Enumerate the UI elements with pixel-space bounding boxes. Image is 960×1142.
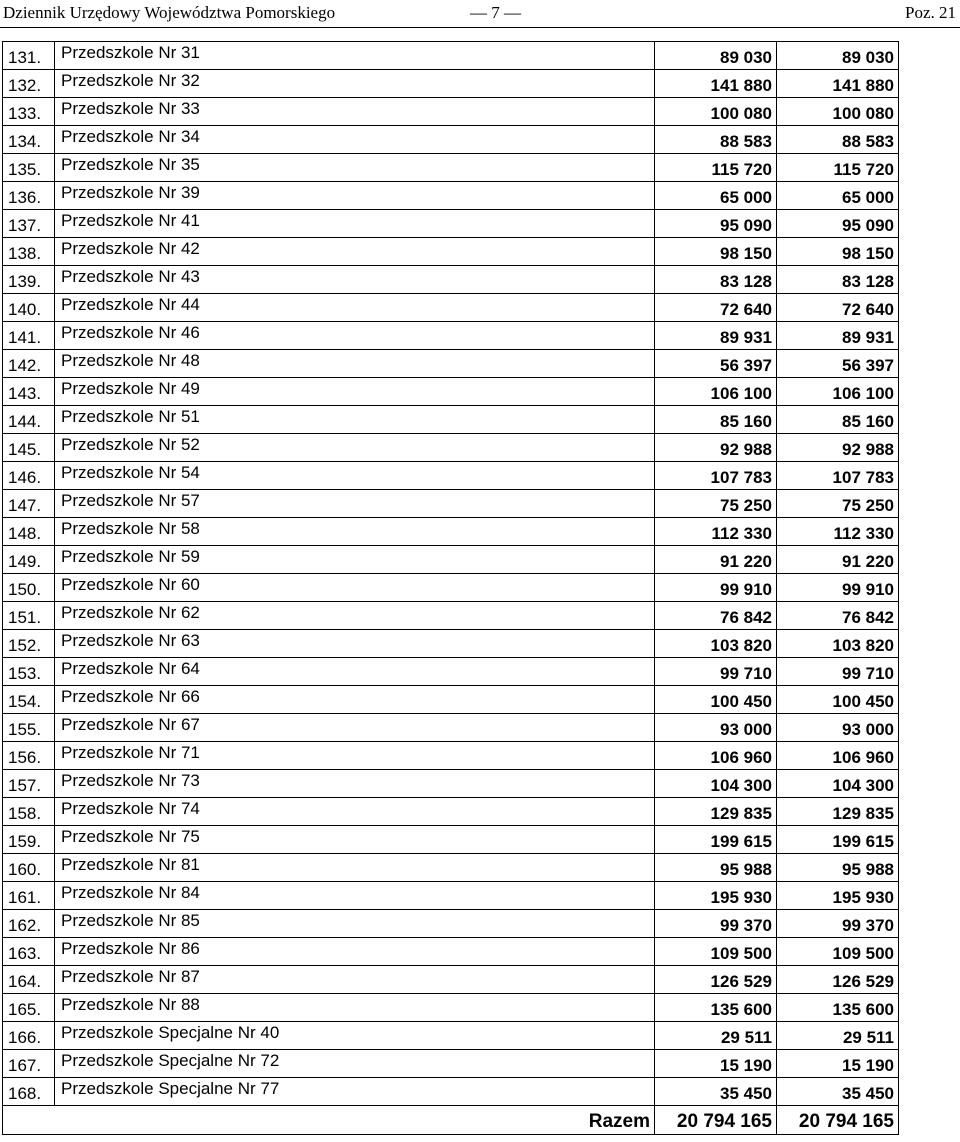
row-number: 140. (3, 294, 55, 322)
unit-name: Przedszkole Nr 41 (55, 210, 655, 238)
table-row (3, 182, 899, 210)
table-row (3, 686, 899, 714)
unit-name: Przedszkole Specjalne Nr 72 (55, 1050, 655, 1078)
row-number: 133. (3, 98, 55, 126)
table-row (3, 42, 899, 70)
table-row (3, 966, 899, 994)
unit-name: Przedszkole Specjalne Nr 77 (55, 1078, 655, 1106)
table-row (3, 602, 899, 630)
amount-plan: 92 988 (655, 434, 777, 462)
amount-after-change: 95 988 (777, 854, 899, 882)
amount-after-change: 92 988 (777, 434, 899, 462)
amount-plan: 98 150 (655, 238, 777, 266)
amount-plan: 112 330 (655, 518, 777, 546)
budget-table (2, 41, 899, 1135)
amount-after-change: 100 450 (777, 686, 899, 714)
amount-plan: 88 583 (655, 126, 777, 154)
amount-after-change: 103 820 (777, 630, 899, 658)
amount-plan: 95 090 (655, 210, 777, 238)
amount-plan: 100 450 (655, 686, 777, 714)
row-number: 158. (3, 798, 55, 826)
amount-plan: 141 880 (655, 70, 777, 98)
row-number: 153. (3, 658, 55, 686)
unit-name: Przedszkole Nr 59 (55, 546, 655, 574)
amount-after-change: 83 128 (777, 266, 899, 294)
amount-plan: 100 080 (655, 98, 777, 126)
amount-after-change: 99 370 (777, 910, 899, 938)
row-number: 154. (3, 686, 55, 714)
amount-after-change: 141 880 (777, 70, 899, 98)
row-number: 132. (3, 70, 55, 98)
row-number: 155. (3, 714, 55, 742)
row-number: 160. (3, 854, 55, 882)
amount-plan: 106 960 (655, 742, 777, 770)
table-row (3, 70, 899, 98)
unit-name: Przedszkole Specjalne Nr 40 (55, 1022, 655, 1050)
unit-name: Przedszkole Nr 62 (55, 602, 655, 630)
amount-plan: 104 300 (655, 770, 777, 798)
row-number: 147. (3, 490, 55, 518)
table-row (3, 658, 899, 686)
amount-plan: 129 835 (655, 798, 777, 826)
table-row (3, 798, 899, 826)
position-number: Poz. 21 (905, 3, 956, 22)
page-header (0, 0, 960, 28)
amount-plan: 75 250 (655, 490, 777, 518)
row-number: 163. (3, 938, 55, 966)
amount-after-change: 199 615 (777, 826, 899, 854)
amount-after-change: 65 000 (777, 182, 899, 210)
unit-name: Przedszkole Nr 48 (55, 350, 655, 378)
amount-plan: 109 500 (655, 938, 777, 966)
journal-title: Dziennik Urzędowy Województwa Pomorskiego (3, 3, 336, 22)
table-row (3, 938, 899, 966)
row-number: 165. (3, 994, 55, 1022)
row-number: 162. (3, 910, 55, 938)
row-number: 156. (3, 742, 55, 770)
table-row (3, 770, 899, 798)
amount-plan: 72 640 (655, 294, 777, 322)
total-label: Razem (3, 1106, 655, 1135)
unit-name: Przedszkole Nr 49 (55, 378, 655, 406)
amount-plan: 99 910 (655, 574, 777, 602)
table-row (3, 294, 899, 322)
table-row (3, 210, 899, 238)
amount-after-change: 195 930 (777, 882, 899, 910)
table-row (3, 462, 899, 490)
table-row (3, 406, 899, 434)
row-number: 157. (3, 770, 55, 798)
amount-plan: 99 370 (655, 910, 777, 938)
unit-name: Przedszkole Nr 81 (55, 854, 655, 882)
table-row (3, 742, 899, 770)
row-number: 149. (3, 546, 55, 574)
amount-plan: 103 820 (655, 630, 777, 658)
amount-after-change: 95 090 (777, 210, 899, 238)
row-number: 136. (3, 182, 55, 210)
amount-plan: 89 931 (655, 322, 777, 350)
table-row (3, 854, 899, 882)
row-number: 135. (3, 154, 55, 182)
table-row (3, 910, 899, 938)
amount-plan: 115 720 (655, 154, 777, 182)
amount-plan: 95 988 (655, 854, 777, 882)
unit-name: Przedszkole Nr 74 (55, 798, 655, 826)
table-row (3, 826, 899, 854)
unit-name: Przedszkole Nr 71 (55, 742, 655, 770)
table-row (3, 574, 899, 602)
row-number: 166. (3, 1022, 55, 1050)
amount-after-change: 56 397 (777, 350, 899, 378)
amount-after-change: 112 330 (777, 518, 899, 546)
amount-after-change: 29 511 (777, 1022, 899, 1050)
amount-plan: 89 030 (655, 42, 777, 70)
amount-plan: 126 529 (655, 966, 777, 994)
unit-name: Przedszkole Nr 43 (55, 266, 655, 294)
amount-after-change: 104 300 (777, 770, 899, 798)
amount-after-change: 35 450 (777, 1078, 899, 1106)
amount-after-change: 115 720 (777, 154, 899, 182)
amount-after-change: 100 080 (777, 98, 899, 126)
amount-plan: 199 615 (655, 826, 777, 854)
row-number: 142. (3, 350, 55, 378)
table-row (3, 1050, 899, 1078)
amount-after-change: 107 783 (777, 462, 899, 490)
table-row (3, 546, 899, 574)
amount-after-change: 15 190 (777, 1050, 899, 1078)
unit-name: Przedszkole Nr 31 (55, 42, 655, 70)
table-row (3, 154, 899, 182)
table-row (3, 994, 899, 1022)
unit-name: Przedszkole Nr 66 (55, 686, 655, 714)
row-number: 146. (3, 462, 55, 490)
amount-plan: 107 783 (655, 462, 777, 490)
unit-name: Przedszkole Nr 34 (55, 126, 655, 154)
amount-after-change: 93 000 (777, 714, 899, 742)
amount-plan: 15 190 (655, 1050, 777, 1078)
table-row (3, 266, 899, 294)
table-row (3, 378, 899, 406)
amount-after-change: 109 500 (777, 938, 899, 966)
page-number: — 7 — (470, 3, 521, 22)
amount-after-change: 88 583 (777, 126, 899, 154)
amount-after-change: 106 100 (777, 378, 899, 406)
amount-after-change: 72 640 (777, 294, 899, 322)
amount-plan: 76 842 (655, 602, 777, 630)
amount-plan: 99 710 (655, 658, 777, 686)
table-body (3, 42, 899, 1135)
row-number: 141. (3, 322, 55, 350)
row-number: 138. (3, 238, 55, 266)
unit-name: Przedszkole Nr 88 (55, 994, 655, 1022)
amount-plan: 195 930 (655, 882, 777, 910)
table-row (3, 350, 899, 378)
table-row (3, 490, 899, 518)
row-number: 134. (3, 126, 55, 154)
amount-after-change: 75 250 (777, 490, 899, 518)
unit-name: Przedszkole Nr 84 (55, 882, 655, 910)
unit-name: Przedszkole Nr 35 (55, 154, 655, 182)
unit-name: Przedszkole Nr 39 (55, 182, 655, 210)
amount-after-change: 85 160 (777, 406, 899, 434)
amount-plan: 65 000 (655, 182, 777, 210)
unit-name: Przedszkole Nr 73 (55, 770, 655, 798)
amount-after-change: 99 710 (777, 658, 899, 686)
unit-name: Przedszkole Nr 54 (55, 462, 655, 490)
amount-plan: 56 397 (655, 350, 777, 378)
total-amount-plan: 20 794 165 (655, 1106, 777, 1135)
header-rule (0, 27, 960, 28)
table-row (3, 518, 899, 546)
unit-name: Przedszkole Nr 46 (55, 322, 655, 350)
row-number: 168. (3, 1078, 55, 1106)
table-row (3, 434, 899, 462)
unit-name: Przedszkole Nr 85 (55, 910, 655, 938)
unit-name: Przedszkole Nr 63 (55, 630, 655, 658)
table-row (3, 322, 899, 350)
amount-after-change: 126 529 (777, 966, 899, 994)
table-row (3, 882, 899, 910)
table-row (3, 630, 899, 658)
unit-name: Przedszkole Nr 64 (55, 658, 655, 686)
amount-after-change: 135 600 (777, 994, 899, 1022)
row-number: 151. (3, 602, 55, 630)
unit-name: Przedszkole Nr 87 (55, 966, 655, 994)
unit-name: Przedszkole Nr 60 (55, 574, 655, 602)
amount-after-change: 89 030 (777, 42, 899, 70)
total-row (3, 1106, 899, 1135)
amount-plan: 106 100 (655, 378, 777, 406)
unit-name: Przedszkole Nr 33 (55, 98, 655, 126)
row-number: 131. (3, 42, 55, 70)
amount-plan: 135 600 (655, 994, 777, 1022)
amount-after-change: 98 150 (777, 238, 899, 266)
unit-name: Przedszkole Nr 44 (55, 294, 655, 322)
unit-name: Przedszkole Nr 86 (55, 938, 655, 966)
amount-after-change: 76 842 (777, 602, 899, 630)
unit-name: Przedszkole Nr 51 (55, 406, 655, 434)
row-number: 159. (3, 826, 55, 854)
row-number: 148. (3, 518, 55, 546)
row-number: 137. (3, 210, 55, 238)
row-number: 145. (3, 434, 55, 462)
row-number: 167. (3, 1050, 55, 1078)
table-row (3, 1022, 899, 1050)
unit-name: Przedszkole Nr 58 (55, 518, 655, 546)
amount-after-change: 91 220 (777, 546, 899, 574)
amount-plan: 35 450 (655, 1078, 777, 1106)
row-number: 152. (3, 630, 55, 658)
total-amount-after-change: 20 794 165 (777, 1106, 899, 1135)
amount-plan: 93 000 (655, 714, 777, 742)
row-number: 161. (3, 882, 55, 910)
amount-after-change: 106 960 (777, 742, 899, 770)
amount-after-change: 89 931 (777, 322, 899, 350)
unit-name: Przedszkole Nr 75 (55, 826, 655, 854)
amount-plan: 91 220 (655, 546, 777, 574)
table-row (3, 714, 899, 742)
unit-name: Przedszkole Nr 57 (55, 490, 655, 518)
row-number: 144. (3, 406, 55, 434)
unit-name: Przedszkole Nr 32 (55, 70, 655, 98)
amount-plan: 29 511 (655, 1022, 777, 1050)
unit-name: Przedszkole Nr 42 (55, 238, 655, 266)
amount-after-change: 99 910 (777, 574, 899, 602)
amount-plan: 83 128 (655, 266, 777, 294)
row-number: 143. (3, 378, 55, 406)
row-number: 164. (3, 966, 55, 994)
table-row (3, 238, 899, 266)
row-number: 150. (3, 574, 55, 602)
amount-after-change: 129 835 (777, 798, 899, 826)
table-row (3, 98, 899, 126)
unit-name: Przedszkole Nr 52 (55, 434, 655, 462)
unit-name: Przedszkole Nr 67 (55, 714, 655, 742)
table-row (3, 1078, 899, 1106)
row-number: 139. (3, 266, 55, 294)
amount-plan: 85 160 (655, 406, 777, 434)
table-row (3, 126, 899, 154)
